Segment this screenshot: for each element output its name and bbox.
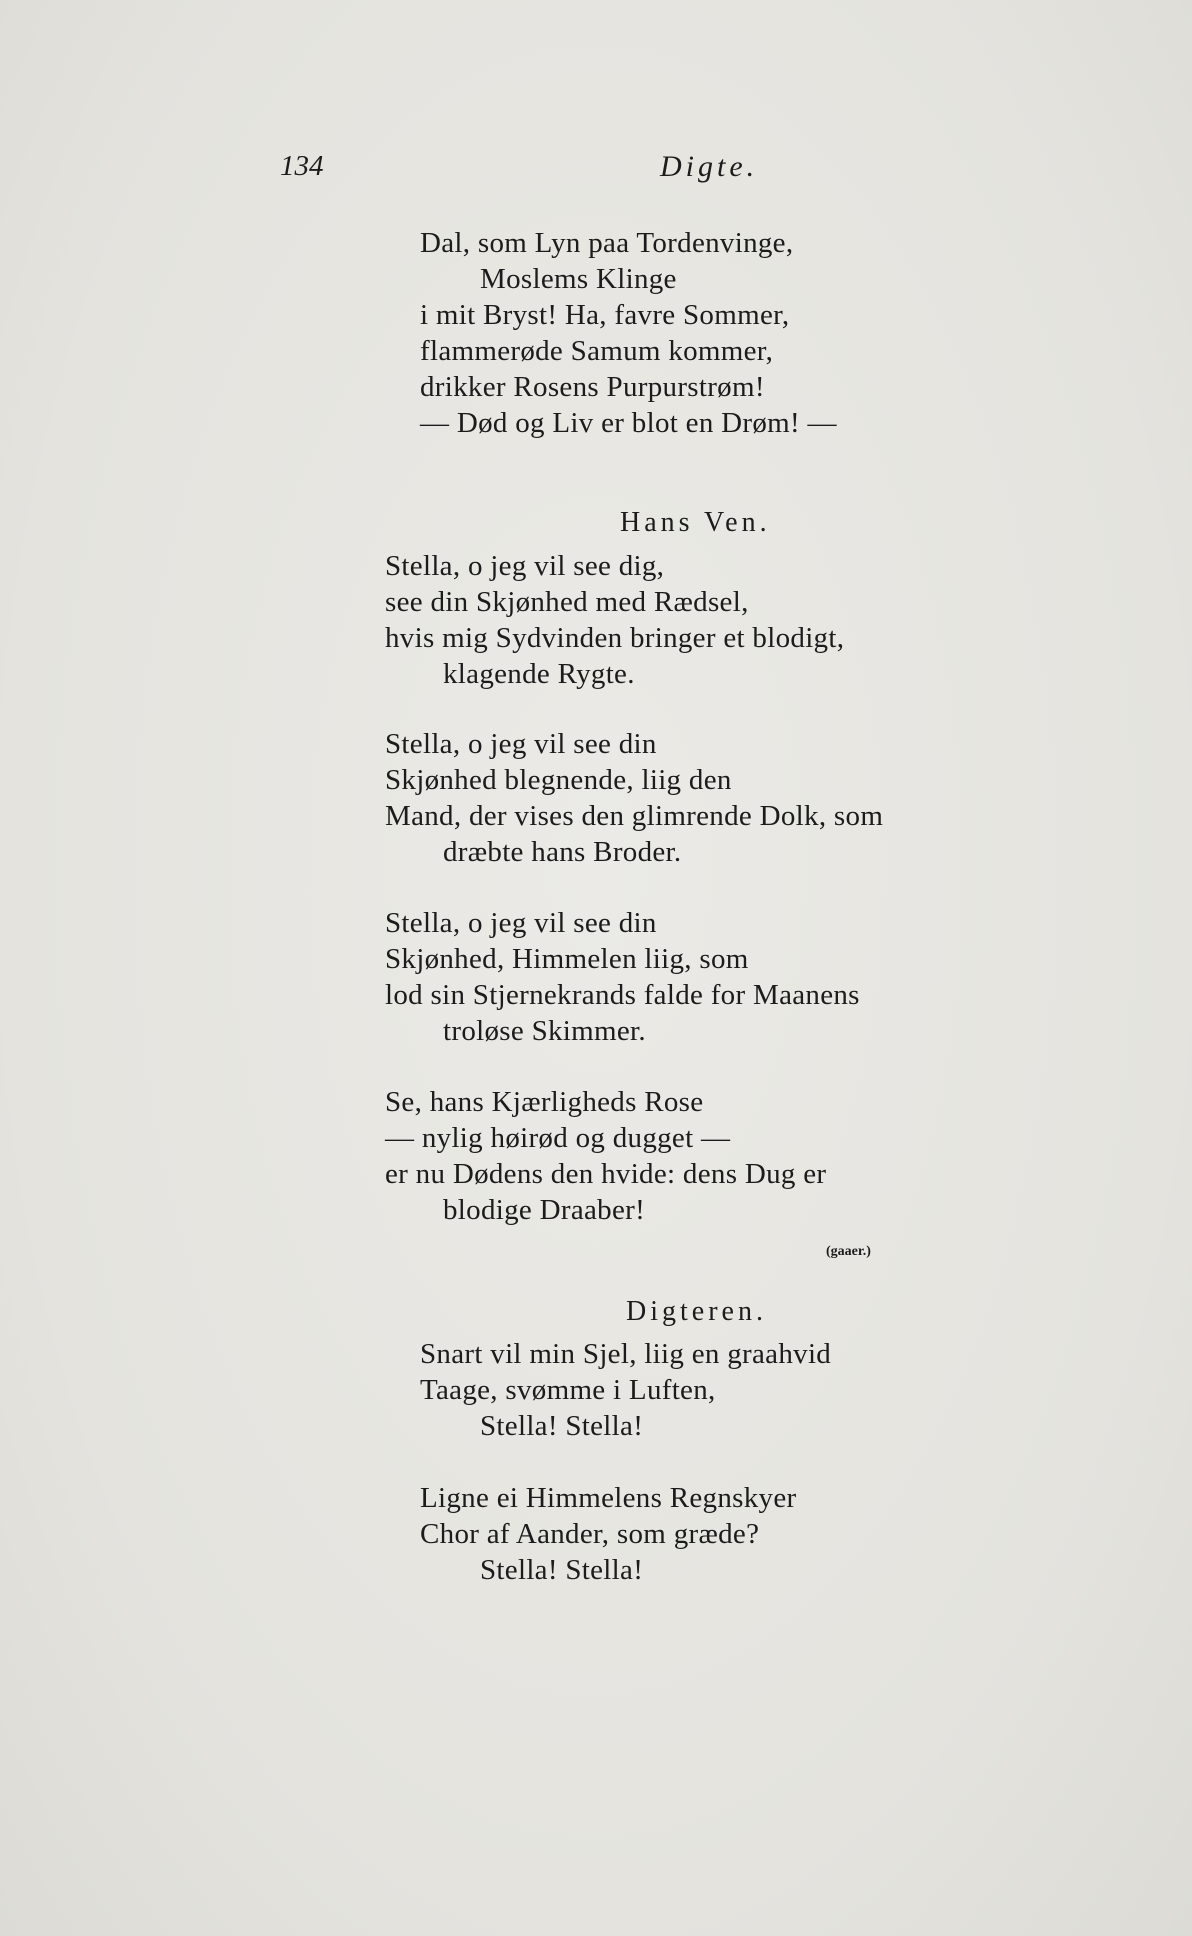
verse-line: er nu Dødens den hvide: dens Dug er — [385, 1158, 827, 1190]
page-header — [0, 150, 1192, 190]
verse-line: Chor af Aander, som græde? — [420, 1518, 760, 1550]
verse-line: blodige Draaber! — [443, 1194, 646, 1226]
verse-line: Stella! Stella! — [480, 1554, 644, 1586]
verse-line: Skjønhed blegnende, liig den — [385, 764, 732, 796]
page-number: 134 — [280, 150, 324, 182]
verse-line: Stella! Stella! — [480, 1410, 644, 1442]
verse-line: Taage, svømme i Luften, — [420, 1374, 716, 1406]
stage-direction: (gaaer.) — [826, 1244, 871, 1259]
verse-line: Dal, som Lyn paa Tordenvinge, — [420, 227, 794, 259]
verse-line: Ligne ei Himmelens Regnskyer — [420, 1482, 797, 1514]
verse-line: Skjønhed, Himmelen liig, som — [385, 943, 749, 975]
verse-line: hvis mig Sydvinden bringer et blodigt, — [385, 622, 845, 654]
verse-line: Stella, o jeg vil see dig, — [385, 550, 665, 582]
verse-line: Snart vil min Sjel, liig en graahvid — [420, 1338, 832, 1370]
speaker-heading: Hans Ven. — [620, 507, 771, 538]
verse-line: Mand, der vises den glimrende Dolk, som — [385, 800, 884, 832]
verse-line: Stella, o jeg vil see din — [385, 907, 657, 939]
verse-line: Moslems Klinge — [480, 263, 677, 295]
verse-line: drikker Rosens Purpurstrøm! — [420, 371, 765, 403]
verse-line: troløse Skimmer. — [443, 1015, 646, 1047]
verse-line: — Død og Liv er blot en Drøm! — — [420, 407, 837, 439]
verse-line: flammerøde Samum kommer, — [420, 335, 774, 367]
speaker-heading: Digteren. — [626, 1296, 767, 1327]
verse-line: Stella, o jeg vil see din — [385, 728, 657, 760]
running-title: Digte. — [660, 150, 759, 183]
verse-line: dræbte hans Broder. — [443, 836, 682, 868]
verse-line: — nylig høirød og dugget — — [385, 1122, 731, 1154]
verse-line: klagende Rygte. — [443, 658, 635, 690]
verse-line: lod sin Stjernekrands falde for Maanens — [385, 979, 860, 1011]
verse-line: see din Skjønhed med Rædsel, — [385, 586, 749, 618]
verse-line: Se, hans Kjærligheds Rose — [385, 1086, 704, 1118]
verse-line: i mit Bryst! Ha, favre Sommer, — [420, 299, 790, 331]
